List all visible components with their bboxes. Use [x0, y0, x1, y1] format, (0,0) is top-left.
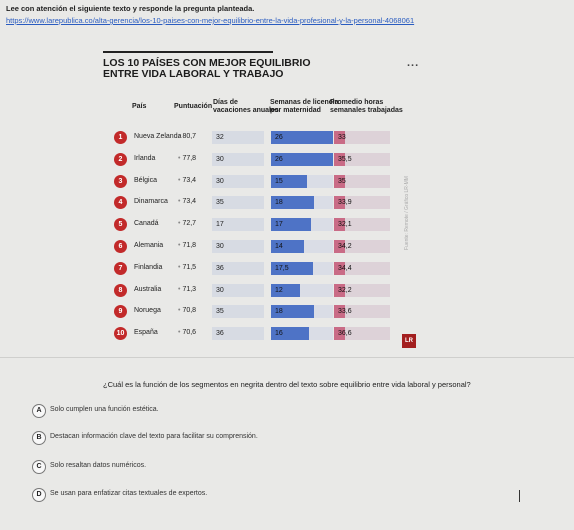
vacation-cell [212, 305, 264, 318]
score-value: • 71,8 [178, 242, 196, 249]
hours-cell [334, 284, 390, 297]
hours-cell [334, 196, 390, 209]
hours-value: 33,6 [338, 308, 352, 316]
rank-badge: 5 [114, 218, 127, 231]
header-vacation: Días de vacaciones anuales [213, 99, 279, 114]
option-text: Solo cumplen una función estética. [50, 406, 159, 413]
maternity-value: 17,5 [275, 264, 289, 272]
vacation-cell [212, 131, 264, 144]
header-hours: Promedio horas semanales trabajadas [330, 99, 403, 114]
score-value: • 71,3 [178, 286, 196, 293]
hours-value: 35 [338, 177, 346, 185]
score-value: • 70,6 [178, 329, 196, 336]
country-name: Canadá [134, 220, 159, 228]
vacation-cell [212, 175, 264, 188]
title-rule [103, 51, 273, 53]
divider [0, 357, 574, 358]
rank-badge: 2 [114, 153, 127, 166]
maternity-cell [271, 131, 333, 144]
country-name: Finlandia [134, 263, 163, 271]
table-row [110, 260, 390, 278]
option-text: Solo resaltan datos numéricos. [50, 462, 147, 469]
score-value: • 73,4 [178, 177, 196, 184]
maternity-value: 16 [275, 330, 283, 338]
maternity-value: 12 [275, 286, 283, 294]
country-name: Australia [134, 285, 162, 293]
rank-badge: 10 [114, 327, 127, 340]
text-cursor [519, 490, 520, 502]
score-value: • 71,5 [178, 264, 196, 271]
hours-cell [334, 262, 390, 275]
header-country: País [132, 103, 147, 110]
maternity-cell [271, 196, 333, 209]
header-score: Puntuación [174, 103, 213, 110]
table-row [110, 194, 390, 212]
country-name: Nueva Zelanda [134, 133, 182, 140]
maternity-value: 26 [275, 134, 283, 141]
option-letter: A [32, 404, 46, 418]
vacation-value: 17 [216, 221, 224, 229]
hours-value: 34,2 [338, 243, 352, 250]
hours-value: 33 [338, 134, 346, 141]
maternity-cell [271, 218, 333, 231]
table-row [110, 216, 390, 234]
country-name: Noruega [134, 307, 161, 315]
lr-logo: LR [402, 334, 416, 348]
hours-cell [334, 153, 390, 166]
score-value: • 72,7 [178, 220, 196, 227]
more-options-icon[interactable]: ... [407, 57, 420, 69]
vacation-cell [212, 327, 264, 340]
hours-value: 35,5 [338, 155, 352, 163]
table-row [110, 129, 390, 147]
maternity-value: 26 [275, 155, 283, 163]
maternity-cell [271, 305, 333, 318]
vacation-cell [212, 196, 264, 209]
question-text: ¿Cuál es la función de los segmentos en negrita dentro del texto sobre equilibrio entre vida laboral y personal? [103, 380, 471, 389]
hours-cell [334, 327, 390, 340]
rank-badge: 8 [114, 284, 127, 297]
option-text: Destacan información clave del texto para facilitar su comprensión. [50, 433, 258, 440]
hours-value: 32,2 [338, 286, 352, 294]
vacation-cell [212, 218, 264, 231]
table-row [110, 282, 390, 300]
maternity-cell [271, 284, 333, 297]
table-row [110, 238, 390, 256]
hours-cell [334, 131, 390, 144]
maternity-cell [271, 327, 333, 340]
vacation-cell [212, 262, 264, 275]
hours-value: 34,4 [338, 264, 352, 272]
maternity-cell [271, 262, 333, 275]
vacation-value: 30 [216, 243, 224, 250]
instruction-text: Lee con atención el siguiente texto y responde la pregunta planteada. [6, 4, 255, 13]
maternity-cell [271, 153, 333, 166]
maternity-value: 17 [275, 221, 283, 229]
maternity-cell [271, 240, 333, 253]
source-credit: Fuente: Remote / Gráfico LR-MM [404, 176, 410, 250]
vacation-value: 32 [216, 134, 224, 141]
score-value: • 77,8 [178, 155, 196, 162]
option-letter: C [32, 460, 46, 474]
hours-cell [334, 305, 390, 318]
vacation-value: 36 [216, 264, 224, 272]
option-letter: B [32, 431, 46, 445]
score-value: • 73,4 [178, 198, 196, 205]
vacation-value: 36 [216, 330, 224, 338]
vacation-value: 30 [216, 286, 224, 294]
maternity-value: 18 [275, 308, 283, 316]
table-row [110, 173, 390, 191]
rank-badge: 3 [114, 175, 127, 188]
source-link[interactable]: https://www.larepublica.co/alta-gerencia/los-10-paises-con-mejor-equilibrio-entre-la-vida-profesional-y-la-personal-4068061 [6, 16, 415, 25]
country-name: España [134, 329, 158, 337]
hours-value: 32,1 [338, 221, 352, 229]
option-text: Se usan para enfatizar citas textuales de expertos. [50, 490, 208, 497]
vacation-cell [212, 284, 264, 297]
maternity-value: 15 [275, 177, 283, 185]
rank-badge: 6 [114, 240, 127, 253]
country-name: Dinamarca [134, 198, 168, 206]
vacation-value: 35 [216, 308, 224, 316]
table-row [110, 151, 390, 169]
rank-badge: 9 [114, 305, 127, 318]
country-name: Alemania [134, 242, 164, 249]
maternity-cell [271, 175, 333, 188]
maternity-value: 18 [275, 199, 283, 207]
hours-cell [334, 218, 390, 231]
country-name: Irlanda [134, 154, 156, 162]
infographic-title: LOS 10 PAÍSES CON MEJOR EQUILIBRIO ENTRE VIDA LABORAL Y TRABAJO [103, 57, 311, 80]
hours-value: 36,6 [338, 330, 352, 338]
vacation-cell [212, 153, 264, 166]
rank-badge: 1 [114, 131, 127, 144]
score-value: • 70,8 [178, 307, 196, 314]
option-letter: D [32, 488, 46, 502]
vacation-cell [212, 240, 264, 253]
vacation-value: 30 [216, 177, 224, 185]
vacation-value: 30 [216, 155, 224, 163]
hours-value: 33,9 [338, 199, 352, 207]
country-name: Bélgica [134, 176, 157, 184]
rank-badge: 7 [114, 262, 127, 275]
maternity-value: 14 [275, 243, 283, 250]
rank-badge: 4 [114, 196, 127, 209]
hours-cell [334, 175, 390, 188]
table-row [110, 325, 390, 343]
vacation-value: 35 [216, 199, 224, 207]
table-row [110, 303, 390, 321]
hours-cell [334, 240, 390, 253]
score-value: • 80,7 [178, 133, 196, 140]
header-maternity: Semanas de licencia por maternidad [270, 99, 339, 114]
